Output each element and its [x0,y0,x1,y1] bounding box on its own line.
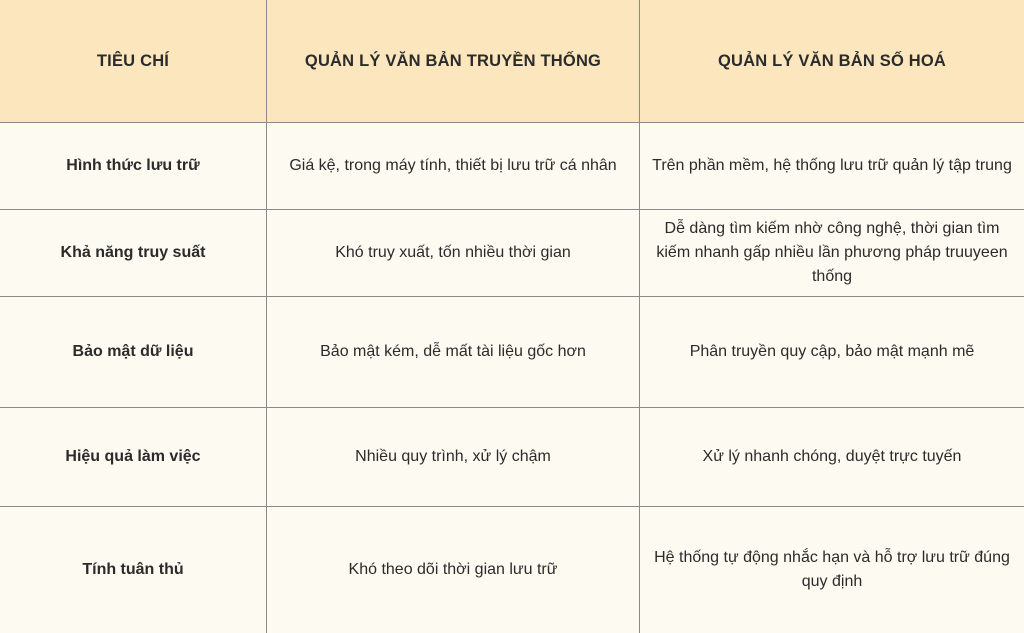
row-criterion: Khả năng truy suất [0,210,266,297]
header-criteria: TIÊU CHÍ [0,0,266,123]
header-digital: QUẢN LÝ VĂN BẢN SỐ HOÁ [639,0,1024,123]
row-traditional: Bảo mật kém, dễ mất tài liệu gốc hơn [266,297,639,408]
row-traditional: Giá kệ, trong máy tính, thiết bị lưu trữ cá nhân [266,123,639,210]
row-traditional: Khó truy xuất, tốn nhiều thời gian [266,210,639,297]
row-digital: Phân truyền quy cập, bảo mật mạnh mẽ [639,297,1024,408]
row-criterion: Hình thức lưu trữ [0,123,266,210]
row-digital: Hệ thống tự động nhắc hạn và hỗ trợ lưu trữ đúng quy định [639,507,1024,633]
row-criterion: Hiệu quả làm việc [0,408,266,507]
row-digital: Dễ dàng tìm kiếm nhờ công nghệ, thời gian tìm kiếm nhanh gấp nhiều lần phương pháp truuyeen thống [639,210,1024,297]
row-criterion: Tính tuân thủ [0,507,266,633]
row-digital: Xử lý nhanh chóng, duyệt trực tuyến [639,408,1024,507]
row-criterion: Bảo mật dữ liệu [0,297,266,408]
row-traditional: Nhiều quy trình, xử lý chậm [266,408,639,507]
row-traditional: Khó theo dõi thời gian lưu trữ [266,507,639,633]
row-digital: Trên phần mềm, hệ thống lưu trữ quản lý tập trung [639,123,1024,210]
header-traditional: QUẢN LÝ VĂN BẢN TRUYỀN THỐNG [266,0,639,123]
